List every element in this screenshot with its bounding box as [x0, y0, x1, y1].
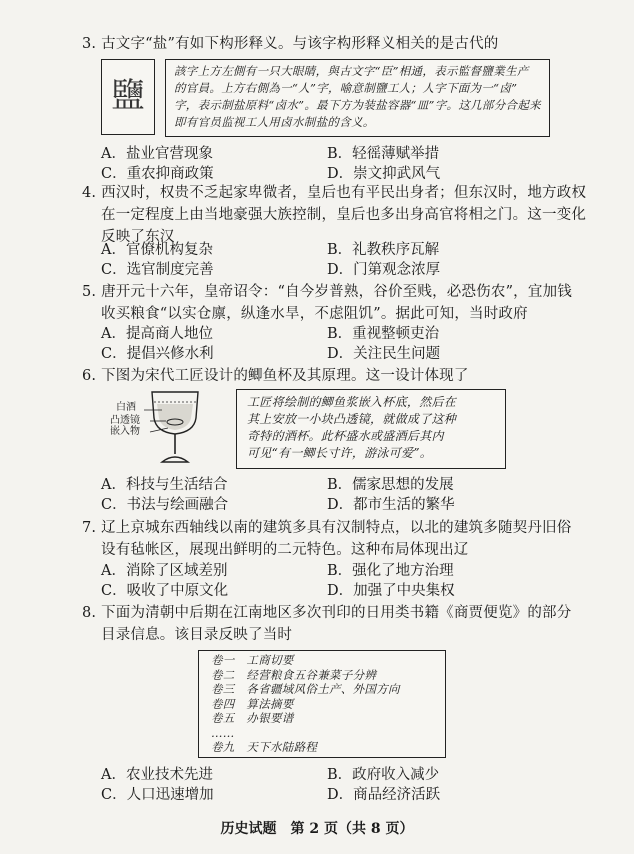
q6-stem [82, 366, 469, 386]
q5-option-d[interactable]: D．关注民生问题 [327, 346, 441, 362]
q4-option-a[interactable]: A．官僚机构复杂 [101, 242, 213, 258]
toc-item: 卷一 工商切要 [211, 653, 294, 667]
q7-number: 7. [82, 520, 97, 536]
q3-box-line: 字，表示制盐原料“卤水”。最下方为装盐容器“皿”字。这几部分合起来 [174, 98, 541, 112]
q5-option-a[interactable]: A．提高商人地位 [101, 326, 213, 342]
toc-item: 卷五 办银要谱 [211, 711, 294, 725]
q3-stem-text: 古文字“盐”有如下构形释义。与该字构形释义相关的是古代的 [101, 36, 499, 52]
q7-option-b[interactable]: B．强化了地方治理 [327, 563, 454, 579]
q4-stem-line: 在一定程度上由当地豪强大族控制，皇后也多出身高官将相之门。这一变化 [101, 207, 587, 223]
q3-number: 3. [82, 36, 97, 52]
q4-stem-text: 西汉时，权贵不乏起家卑微者，皇后也有平民出身者；但东汉时，地方政权 [101, 185, 587, 201]
q3-option-d[interactable]: D．崇文抑武风气 [327, 166, 441, 182]
q7-stem-line: 设有毡帐区，展现出鲜明的二元特色。这种布局体现出辽 [101, 542, 469, 558]
q5-option-c[interactable]: C．提倡兴修水利 [101, 346, 214, 362]
q3-option-a[interactable]: A．盐业官营现象 [101, 146, 213, 162]
toc-item: …… [211, 725, 235, 740]
q4-number: 4. [82, 185, 97, 201]
q6-box-line: 其上安放一小块凸透镜，就做成了这种 [247, 412, 457, 426]
q8-number: 8. [82, 605, 97, 621]
cup-label: 嵌入物 [110, 426, 140, 437]
q6-stem-text: 下图为宋代工匠设计的鲫鱼杯及其原理。这一设计体现了 [101, 368, 469, 384]
q7-option-d[interactable]: D．加强了中央集权 [327, 583, 455, 599]
q6-number: 6. [82, 368, 97, 384]
q3-option-c[interactable]: C．重农抑商政策 [101, 166, 214, 182]
q5-stem-line [82, 282, 572, 302]
q3-box-line: 的官員。上方右側為一“人”字，喻意制鹽工人；人字下面为一“卤” [174, 81, 518, 95]
q6-option-b[interactable]: B．儒家思想的发展 [327, 477, 454, 493]
toc-item: 卷九 天下水陆路程 [211, 740, 318, 754]
q5-stem-text: 唐开元十六年，皇帝诏令：“自今岁普熟，谷价至贱，必恐伤农”，宜加钱 [101, 284, 572, 300]
cup-label: 凸透镜 [110, 415, 140, 426]
salt-ancient-glyph: 鹽 [111, 76, 145, 116]
q8-option-a[interactable]: A．农业技术先进 [101, 767, 213, 783]
q5-stem-line: 收买粮食“以实仓廪，纵逢水旱，不虑阻饥”。据此可知，当时政府 [101, 306, 528, 322]
q6-box-line: 工匠将绘制的鲫鱼浆嵌入杯底，然后在 [247, 395, 457, 409]
q6-box-line: 奇特的酒杯。此杯盛水或盛酒后其内 [247, 429, 444, 443]
q6-explanation-box [236, 389, 506, 469]
toc-item: 卷四 算法摘要 [211, 696, 294, 711]
q5-option-b[interactable]: B．重视整顿吏治 [327, 326, 440, 342]
q7-option-a[interactable]: A．消除了区域差别 [101, 563, 228, 579]
q6-box-line: 可见“有一鲫长寸许，游泳可爱”。 [247, 446, 433, 460]
q8-option-b[interactable]: B．政府收入减少 [327, 767, 440, 783]
page-footer: 历史试题 第 2 页（共 8 页） [220, 821, 414, 837]
q3-glyph-box [101, 59, 155, 135]
q8-option-d[interactable]: D．商品经济活跃 [327, 787, 441, 803]
q3-explanation-box [165, 59, 550, 137]
q4-option-d[interactable]: D．门第观念浓厚 [327, 262, 441, 278]
cup-label: 白酒 [116, 402, 136, 413]
q6-option-d[interactable]: D．都市生活的繁华 [327, 497, 455, 513]
q7-stem-text: 辽上京城东西轴线以南的建筑多具有汉制特点，以北的建筑多随契丹旧俗 [101, 520, 572, 536]
q4-option-c[interactable]: C．选官制度完善 [101, 262, 214, 278]
q8-option-c[interactable]: C．人口迅速增加 [101, 787, 214, 803]
toc-item: 卷二 经营粮食五谷兼菜子分辨 [211, 667, 377, 682]
q3-option-b[interactable]: B．轻徭薄赋举措 [327, 146, 440, 162]
q3-stem [82, 34, 499, 54]
q8-stem-line: 目录信息。该目录反映了当时 [101, 627, 293, 643]
q4-stem-line [82, 183, 586, 203]
q8-stem-line [82, 603, 571, 623]
crucian-cup-figure [110, 388, 220, 470]
toc-item: 卷三 各省疆域风俗土产、外国方向 [211, 682, 400, 696]
q8-toc-box [198, 650, 446, 758]
q6-option-a[interactable]: A．科技与生活结合 [101, 477, 228, 493]
q8-stem-text: 下面为清朝中后期在江南地区多次刊印的日用类书籍《商贾便览》的部分 [101, 605, 572, 621]
q7-stem-line [82, 518, 571, 538]
q4-stem-line: 反映了东汉 [101, 229, 175, 245]
q3-box-line: 該字上方左側有一只大眼睛，與古文字“臣”相通，表示監督鹽業生产 [174, 64, 529, 78]
q5-number: 5. [82, 284, 97, 300]
q4-option-b[interactable]: B．礼教秩序瓦解 [327, 242, 440, 258]
q3-box-line: 即有官员监视工人用卤水制盐的含义。 [174, 115, 375, 129]
q7-option-c[interactable]: C．吸收了中原文化 [101, 583, 229, 599]
q6-option-c[interactable]: C．书法与绘画融合 [101, 497, 229, 513]
